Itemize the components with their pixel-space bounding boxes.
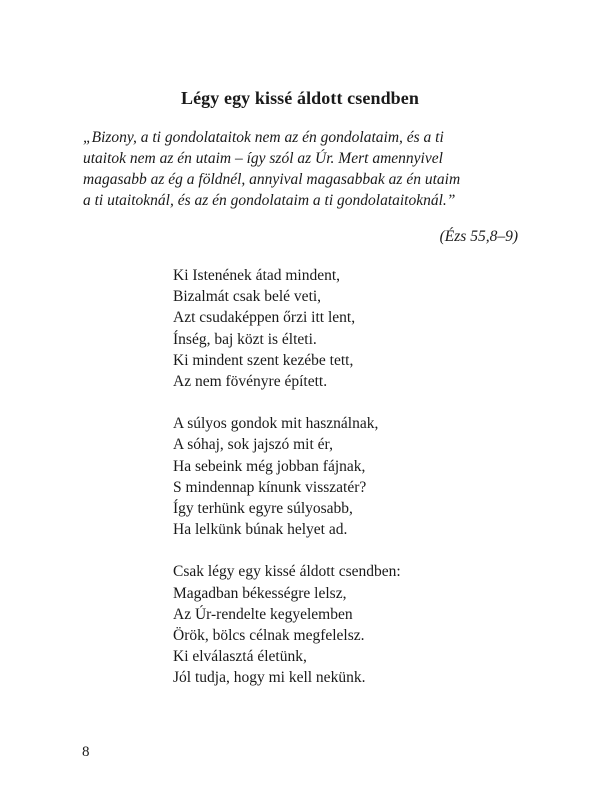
poem-line: A sóhaj, sok jajszó mit ér, (173, 436, 333, 454)
page-number: 8 (82, 744, 90, 760)
epigraph-line: utaitok nem az én utaim – így szól az Úr. Mert amennyivel (83, 150, 443, 167)
poem-line: Bizalmát csak belé veti, (173, 288, 322, 306)
poem-stanza-3 (173, 561, 401, 688)
poem-line: Ki Istenének átad mindent, (173, 267, 341, 284)
poem-line: Magadban békességre lelsz, (173, 584, 347, 602)
poem-line: Jól tudja, hogy mi kell nekünk. (173, 669, 366, 687)
poem-line: Ki elválasztá életünk, (173, 648, 307, 666)
poem-stanza-1 (173, 265, 401, 392)
poem-line: Az nem fövényre épített. (173, 373, 328, 391)
epigraph-line: „Bizony, a ti gondolataitok nem az én gondolataim, és a ti (83, 129, 444, 146)
poem-line: A súlyos gondok mit használnak, (173, 415, 379, 433)
poem-stanza-2 (173, 413, 401, 540)
poem-line: Ha sebeink még jobban fájnak, (173, 457, 366, 475)
epigraph-line: a ti utaitoknál, és az én gondolataim a ti gondolataitoknál.” (83, 192, 456, 209)
poem (173, 265, 401, 710)
epigraph-quote (83, 127, 533, 211)
poem-line: Az Úr-rendelte kegyelemben (173, 605, 353, 623)
poem-line: Ha lelkünk búnak helyet ad. (173, 521, 348, 539)
poem-line: Azt csudaképpen őrzi itt lent, (173, 309, 356, 327)
poem-line: Örök, bölcs célnak megfelelsz. (173, 627, 365, 645)
poem-line: Így terhünk egyre súlyosabb, (173, 500, 353, 518)
page-title: Légy egy kissé áldott csendben (180, 88, 419, 108)
poem-line: Ínség, baj közt is élteti. (173, 330, 317, 348)
poem-line: Csak légy egy kissé áldott csendben: (173, 563, 401, 581)
scripture-reference: (Ézs 55,8–9) (439, 228, 518, 245)
poem-line: S mindennap kínunk visszatér? (173, 478, 367, 496)
epigraph-line: magasabb az ég a földnél, annyival magasabbak az én utaim (83, 171, 461, 188)
poem-line: Ki mindent szent kezébe tett, (173, 351, 354, 369)
